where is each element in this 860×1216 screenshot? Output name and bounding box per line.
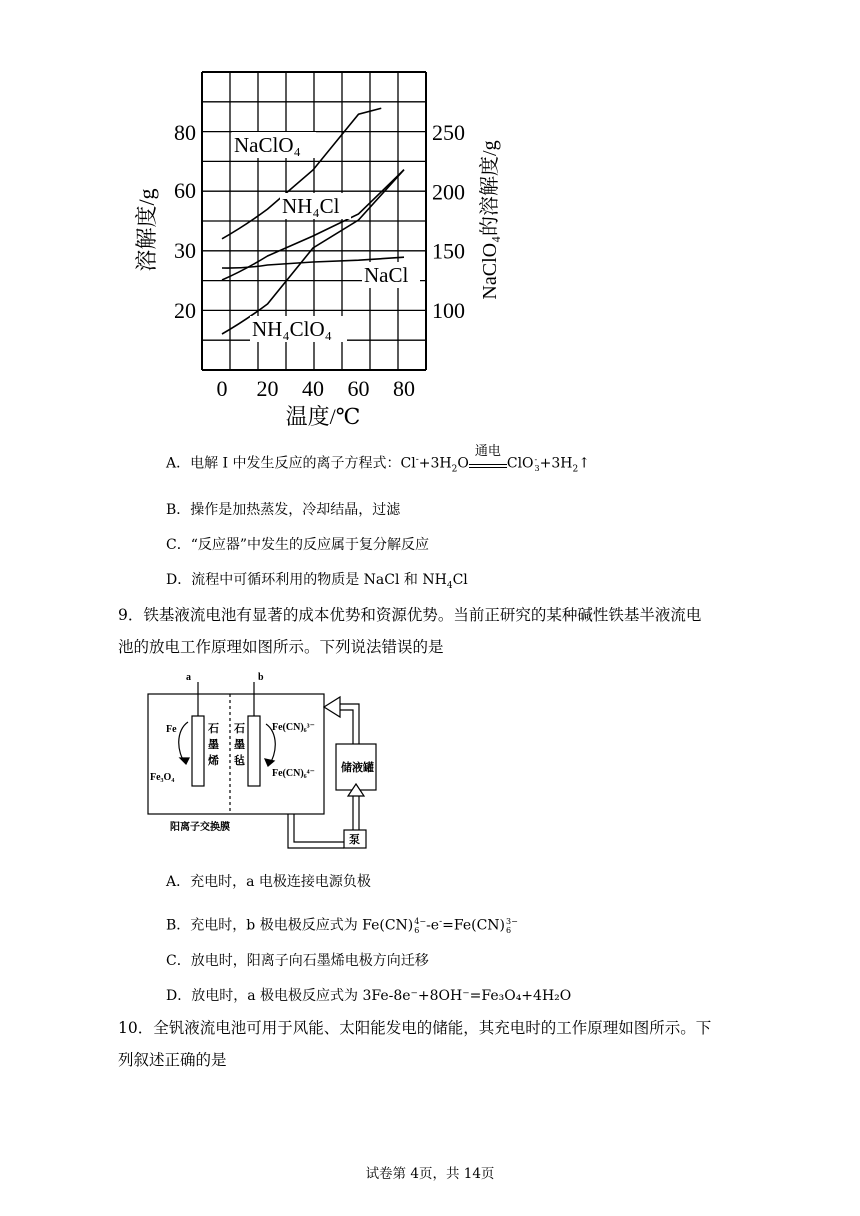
y-left-tick-label: 30 <box>174 238 196 263</box>
tank-label: 储液罐 <box>341 762 374 774</box>
q9-option-b: B．充电时，b 极电极反应式为 Fe(CN) 4− 6 -e-=Fe(CN) 3− 6 <box>166 916 518 935</box>
electrode-a-label: a <box>186 672 191 683</box>
y-right-axis-title: NaClO₄的溶解度/g <box>479 140 501 300</box>
q10-stem-line1: 10．全钒液流电池可用于风能、太阳能发电的储能，其充电时的工作原理如图所示。下 <box>118 1019 712 1037</box>
q9-option-c: C．放电时，阳离子向石墨烯电极方向迁移 <box>166 953 429 969</box>
graphene-char-3: 烯 <box>208 755 219 767</box>
solubility-chart <box>120 60 520 430</box>
graphene-char-2: 墨 <box>208 739 219 751</box>
felt-char-2: 墨 <box>234 739 245 751</box>
x-tick-label: 60 <box>347 376 370 401</box>
pump-label: 泵 <box>349 834 360 846</box>
x-axis-title: 温度/℃ <box>285 404 361 429</box>
fecn-red-label: Fe(CN)₆⁴⁻ <box>272 768 315 779</box>
fecn-ox-label: Fe(CN)₆³⁻ <box>272 722 315 733</box>
battery-diagram <box>140 672 400 862</box>
x-tick-label: 20 <box>256 376 279 401</box>
membrane-label: 阳离子交换膜 <box>170 822 230 833</box>
series-label: NH₄ClO₄ <box>252 317 332 341</box>
y-left-tick-label: 80 <box>174 120 196 145</box>
x-tick-label: 0 <box>216 376 228 401</box>
y-left-tick-label: 20 <box>174 298 196 323</box>
q8-option-c: C．“反应器”中发生的反应属于复分解反应 <box>166 537 430 553</box>
q8-option-b: B．操作是加热蒸发，冷却结晶，过滤 <box>166 502 401 518</box>
q8-option-d: D．流程中可循环利用的物质是 NaCl 和 $NH_4Cl$ <box>166 572 468 591</box>
x-tick-label: 80 <box>393 376 415 401</box>
q9-stem-line2: 池的放电工作原理如图所示。下列说法错误的是 <box>118 638 444 656</box>
y-left-tick-label: 60 <box>174 178 196 203</box>
felt-char-3: 毡 <box>234 755 245 767</box>
series-line <box>222 108 381 239</box>
page-footer: 试卷第 4页，共 14页 <box>365 1166 495 1182</box>
felt-char-1: 石 <box>234 723 245 735</box>
y-right-tick-label: 200 <box>432 179 465 205</box>
graphene-char-1: 石 <box>208 723 219 735</box>
electrode-b-label: b <box>258 672 264 683</box>
y-left-axis-title: 溶解度/g <box>134 188 159 272</box>
y-right-tick-label: 250 <box>432 120 465 145</box>
series-label: NaCl <box>364 263 409 287</box>
y-right-tick-label: 150 <box>432 238 465 264</box>
q8-option-a: A．电解 I 中发生反应的离子方程式：$Cl^-+3H_2O$ 通电 ClO - 3 $+3H_2↑$ <box>166 443 590 475</box>
series-label: NH₄Cl <box>282 194 340 218</box>
q9-stem-line1: 9．铁基液流电池有显著的成本优势和资源优势。当前正研究的某种碱性铁基半液流电 <box>118 606 702 624</box>
q10-stem-line2: 列叙述正确的是 <box>118 1051 227 1069</box>
q9-option-a: A．充电时，a 电极连接电源负极 <box>166 874 371 890</box>
x-tick-label: 40 <box>302 376 324 401</box>
q9-option-d: D．放电时，a 极电极反应式为 3Fe-8e⁻+8OH⁻=Fe₃O₄+4H₂O <box>166 988 572 1004</box>
fe-label: Fe <box>166 724 177 735</box>
y-right-tick-label: 100 <box>432 298 465 323</box>
fe3o4-label: Fe₃O₄ <box>150 772 175 783</box>
electrolysis-condition: 通电 <box>469 456 507 468</box>
series-label: NaClO₄ <box>234 133 301 157</box>
